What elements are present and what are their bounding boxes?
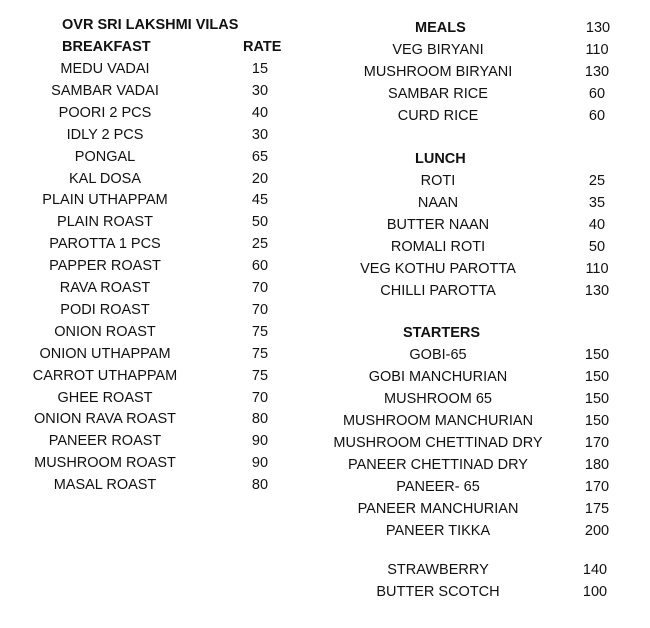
menu-item-name: GHEE ROAST — [57, 389, 153, 406]
meals-heading: MEALS — [415, 20, 466, 36]
menu-item-name: PANEER TIKKA — [385, 523, 491, 539]
menu-item-name: MUSHROOM ROAST — [34, 455, 176, 472]
menu-item-price: 30 — [251, 82, 269, 99]
menu-item-name: MEDU VADAI — [60, 61, 150, 77]
menu-item-price: 25 — [588, 173, 606, 189]
menu-item-price: 70 — [251, 389, 269, 406]
menu-item-name: RAVA ROAST — [59, 280, 151, 296]
menu-item-name: PANEER CHETTINAD DRY — [348, 457, 528, 473]
menu-item-price: 30 — [251, 126, 269, 143]
menu-item-price: 75 — [251, 345, 269, 362]
menu-item-price: 25 — [251, 236, 269, 253]
menu-item-name: MASAL ROAST — [53, 477, 157, 494]
menu-item-price: 90 — [251, 455, 269, 472]
menu-item-name: ONION ROAST — [54, 323, 156, 340]
menu-item-price: 80 — [251, 477, 269, 494]
menu-item-name: CURD RICE — [397, 108, 479, 124]
menu-item-name: MUSHROOM MANCHURIAN — [342, 413, 534, 429]
rate-heading: RATE — [243, 39, 282, 55]
menu-item-name: PODI ROAST — [60, 301, 150, 318]
menu-item-name: PONGAL — [74, 148, 136, 165]
menu-item-name: PAPPER ROAST — [49, 258, 161, 275]
menu-item-price: 130 — [584, 64, 610, 80]
menu-item-name: STRAWBERRY — [387, 562, 489, 578]
menu-item-price: 150 — [584, 347, 610, 363]
menu-item-name: ONION UTHAPPAM — [39, 345, 171, 362]
menu-item-name: CARROT UTHAPPAM — [32, 367, 178, 384]
menu-item-name: POORI 2 PCS — [58, 104, 152, 121]
menu-item-price: 40 — [251, 104, 269, 121]
menu-item-name: SAMBAR RICE — [388, 86, 488, 102]
menu-item-price: 75 — [251, 323, 269, 340]
menu-item-name: IDLY 2 PCS — [66, 126, 144, 143]
menu-item-price: 110 — [585, 42, 609, 58]
menu-item-price: 45 — [251, 192, 269, 209]
menu-item-price: 20 — [251, 170, 269, 187]
menu-item-name: NAAN — [417, 195, 459, 211]
menu-item-price: 50 — [251, 214, 269, 231]
menu-item-name: PAROTTA 1 PCS — [49, 236, 161, 253]
menu-item-name: PLAIN ROAST — [57, 214, 153, 231]
menu-item-name: GOBI MANCHURIAN — [368, 369, 508, 385]
menu-item-price: 170 — [584, 479, 610, 495]
restaurant-name: OVR SRI LAKSHMI VILAS — [62, 17, 239, 33]
menu-item-price: 100 — [582, 584, 608, 600]
menu-item-price: 60 — [251, 258, 269, 275]
menu-item-price: 175 — [584, 501, 610, 517]
menu-item-name: ONION RAVA ROAST — [33, 411, 177, 428]
menu-item-price: 50 — [588, 239, 606, 255]
menu-item-price: 90 — [251, 433, 269, 450]
menu-item-price: 150 — [584, 391, 610, 407]
menu-item-name: CHILLI PAROTTA — [380, 283, 496, 299]
menu-item-name: BUTTER NAAN — [386, 217, 490, 233]
menu-item-price: 140 — [582, 562, 608, 578]
menu-item-price: 40 — [588, 217, 606, 233]
menu-item-price: 130 — [584, 283, 610, 299]
menu-item-price: 150 — [584, 413, 610, 429]
menu-item-name: ROMALI ROTI — [390, 239, 486, 255]
lunch-heading: LUNCH — [415, 151, 466, 167]
menu-item-price: 150 — [584, 369, 610, 385]
menu-item-name: BUTTER SCOTCH — [376, 584, 500, 600]
menu-item-name: PANEER ROAST — [48, 433, 162, 450]
menu-item-name: PANEER- 65 — [396, 479, 480, 495]
menu-item-name: MUSHROOM BIRYANI — [363, 64, 513, 80]
menu-item-price: 80 — [251, 411, 269, 428]
menu-item-price: 180 — [584, 457, 610, 473]
menu-item-price: 110 — [585, 261, 609, 277]
menu-item-name: KAL DOSA — [69, 170, 141, 187]
menu-item-price: 170 — [584, 435, 610, 451]
menu-item-name: GOBI-65 — [409, 347, 467, 363]
menu-item-name: PLAIN UTHAPPAM — [42, 192, 168, 209]
menu-item-name: ROTI — [420, 173, 456, 189]
menu-item-name: SAMBAR VADAI — [51, 82, 159, 99]
menu-item-price: 60 — [588, 86, 606, 102]
menu-item-name: VEG KOTHU PAROTTA — [360, 261, 516, 277]
menu-item-name: VEG BIRYANI — [392, 42, 484, 58]
menu-item-name: PANEER MANCHURIAN — [357, 501, 519, 517]
menu-item-price: 200 — [584, 523, 610, 539]
menu-item-price: 35 — [588, 195, 606, 211]
menu-item-name: MUSHROOM 65 — [384, 391, 492, 407]
breakfast-heading: BREAKFAST — [62, 39, 151, 55]
menu-item-price: 70 — [251, 280, 269, 296]
menu-item-price: 70 — [251, 301, 269, 318]
starters-heading: STARTERS — [403, 325, 481, 341]
menu-item-price: 65 — [251, 148, 269, 165]
menu-item-name: MUSHROOM CHETTINAD DRY — [333, 435, 543, 451]
meals-heading-price: 130 — [585, 20, 611, 36]
menu-item-price: 60 — [588, 108, 606, 124]
menu-item-price: 15 — [251, 61, 269, 77]
menu-item-price: 75 — [251, 367, 269, 384]
